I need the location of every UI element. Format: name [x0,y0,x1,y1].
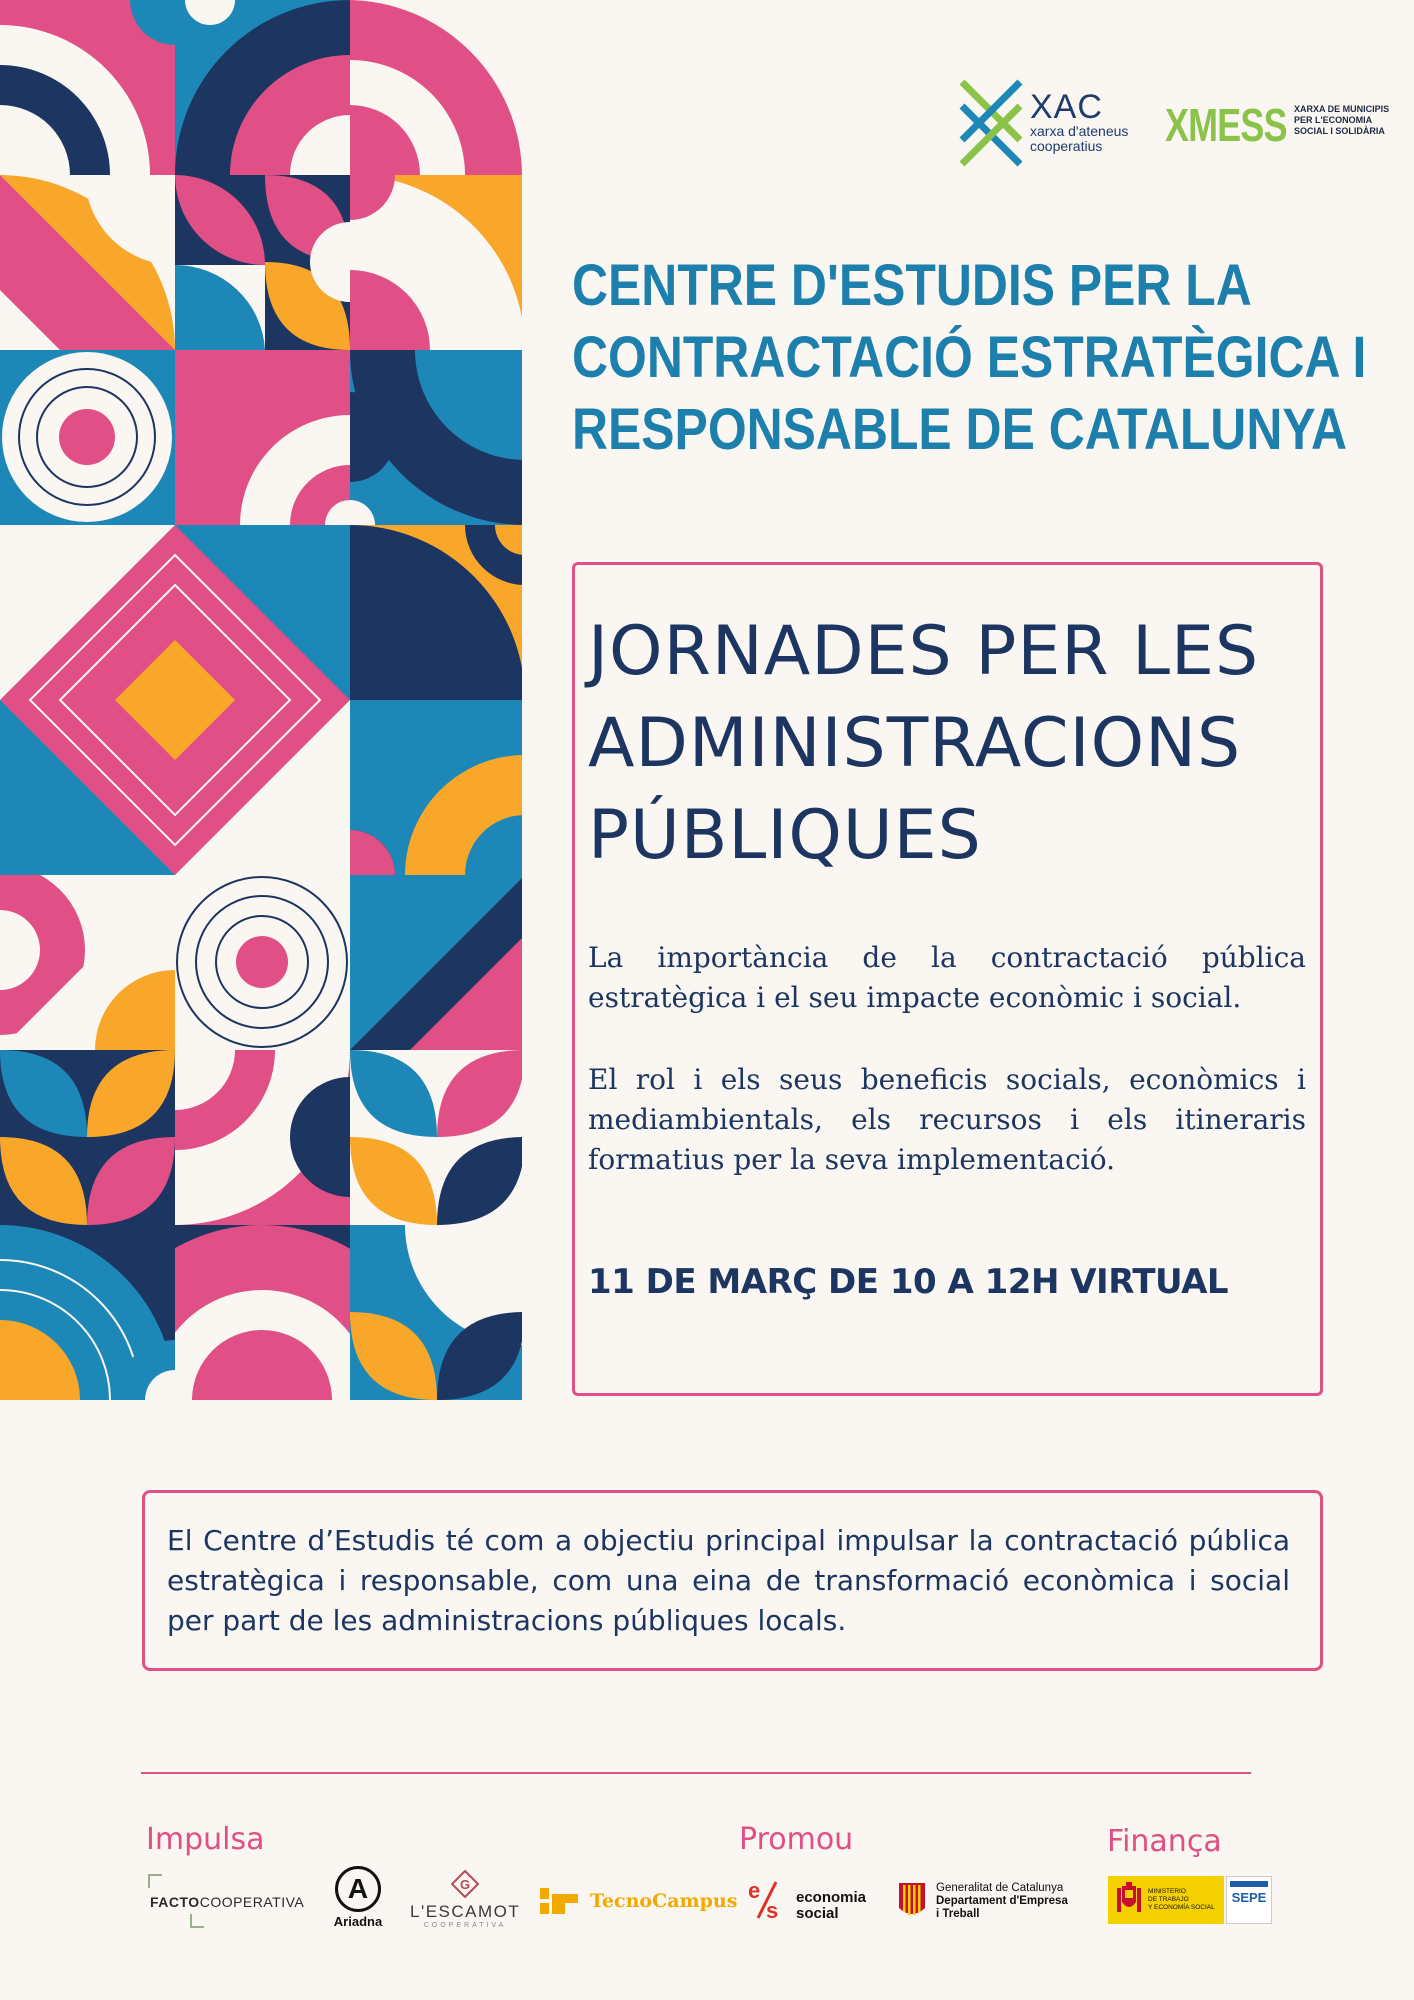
ministerio-trabajo-logo [1108,1876,1224,1924]
facto-cooperativa-logo [148,1874,308,1928]
escamot-logo [410,1870,520,1936]
economia-social-mark-icon [748,1878,788,1922]
page-title-line3: RESPONSABLE DE CATALUNYA [572,397,1348,462]
event-paragraph-1: La importància de la contractació pública estratègica i el seu impacte econòmic i social. [588,941,1306,1014]
generalitat-line1: Generalitat de Catalunya [936,1882,1064,1894]
ministerio-line1: MINISTERIO [1148,1888,1186,1895]
page-title [572,250,1367,466]
facto-light-text: COOPERATIVA [199,1894,305,1910]
escamot-sub: COOPERATIVA [423,1922,507,1929]
xac-cross-icon [958,78,1024,168]
xmess-subtitle-line3: SOCIAL I SOLIDÀRIA [1294,126,1385,136]
tecnocampus-mark-icon [540,1888,580,1916]
sepe-stripe [1230,1881,1268,1887]
svg-text:s: s [766,1898,779,1922]
event-paragraph-2: El rol i els seus beneficis socials, econòmics i mediambientals, els recursos i els itineraris formatius per la seva implementació. [588,1063,1306,1176]
ariadna-logo [330,1866,386,1932]
xmess-logo-title: XMESS [1165,99,1287,151]
xmess-subtitle-line2: PER L'ECONOMIA [1294,115,1373,125]
geometric-mosaic-illustration [0,0,530,1400]
facto-bold-text: FACTO [150,1894,200,1910]
xac-logo-subtitle [1030,124,1150,154]
event-heading [588,606,1318,882]
page-title-line2: CONTRACTACIÓ ESTRATÈGICA I [572,325,1367,390]
economia-social-line1: economia [796,1889,867,1906]
ministerio-line3: Y ECONOMÍA SOCIAL [1148,1904,1215,1911]
generalitat-logo [898,1880,1098,1928]
generalitat-line3: i Treball [936,1908,980,1920]
footer-divider [141,1772,1251,1774]
escamot-mark-icon [451,1870,479,1898]
promou-label: Promou [739,1822,854,1857]
svg-text:G: G [459,1877,471,1892]
impulsa-label: Impulsa [146,1822,265,1857]
svg-text:e: e [748,1878,761,1903]
ariadna-name: Ariadna [333,1914,383,1929]
sepe-name: SEPE [1231,1890,1267,1905]
spain-coat-of-arms-icon [1114,1882,1144,1918]
generalitat-line2: Departament d'Empresa [936,1895,1068,1907]
ariadna-letter: A [335,1866,381,1912]
escamot-name: L'ESCAMOT [410,1902,521,1921]
financa-label: Finança [1107,1824,1222,1859]
sepe-logo [1226,1876,1272,1924]
generalitat-shield-icon [898,1882,926,1920]
page-title-line1: CENTRE D'ESTUDIS PER LA [572,253,1252,318]
ministerio-line2: DE TRABAJO [1148,1896,1189,1903]
economia-social-logo [748,1878,878,1928]
event-heading-line3: PÚBLIQUES [588,796,982,875]
economia-social-line2: social [796,1905,839,1922]
xac-logo-title: XAC [1030,88,1103,126]
xmess-subtitle-line1: XARXA DE MUNICIPIS [1294,104,1390,114]
xac-subtitle-line1: xarxa d'ateneus [1030,123,1129,139]
event-date: 11 DE MARÇ DE 10 A 12H VIRTUAL [588,1262,1229,1302]
tecnocampus-name: TecnoCampus [590,1890,738,1912]
event-heading-line2: ADMINISTRACIONS [588,704,1242,783]
event-heading-line1: JORNADES PER LES [588,612,1260,691]
tecnocampus-logo [540,1886,738,1920]
xmess-logo-subtitle [1294,104,1404,137]
xac-subtitle-line2: cooperatius [1030,138,1103,154]
objective-text: El Centre d’Estudis té com a objectiu principal impulsar la contractació pública estratègica i responsable, com una eina de transformació econòmica i social per part de les administracions públiques locals. [167,1524,1290,1637]
objective-box [142,1490,1323,1671]
